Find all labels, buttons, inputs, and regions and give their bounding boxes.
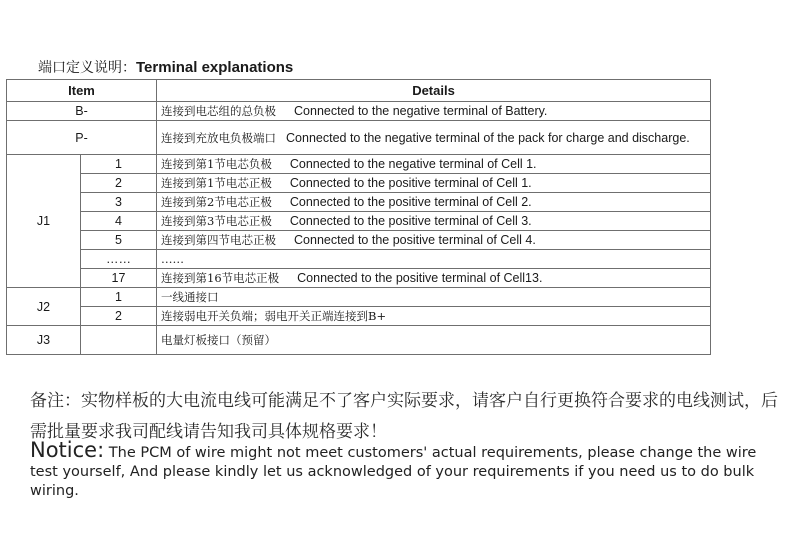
details-zh: 连接到第3节电芯正极 — [161, 214, 272, 228]
item-cell: B- — [7, 102, 157, 121]
table-row — [7, 155, 711, 174]
details-zh: 连接弱电开关负端；弱电开关正端连接到B+ — [161, 309, 387, 323]
details-zh: 连接到充放电负极端口 — [161, 130, 277, 145]
section-title-en: Terminal explanations — [136, 59, 294, 76]
table-row — [7, 121, 711, 155]
item-cell: P- — [7, 121, 157, 155]
connector-label: J1 — [7, 155, 81, 288]
details-en: Connected to the positive terminal of Cell13. — [297, 271, 543, 285]
note-english — [30, 438, 782, 501]
details-cell — [157, 326, 711, 355]
details-cell — [157, 193, 711, 212]
section-title — [38, 57, 293, 77]
details-zh: 连接到第2节电芯正极 — [161, 195, 272, 209]
pin-cell: 3 — [81, 193, 157, 212]
details-cell — [157, 212, 711, 231]
details-zh: 一线通接口 — [161, 290, 219, 304]
pin-cell: …… — [81, 250, 157, 269]
details-zh: …… — [161, 252, 185, 266]
table-header-row — [7, 80, 711, 102]
header-details: Details — [157, 80, 711, 102]
table-row — [7, 269, 711, 288]
pin-cell — [81, 326, 157, 355]
pin-cell: 4 — [81, 212, 157, 231]
table-row — [7, 212, 711, 231]
details-cell — [157, 307, 711, 326]
table-row — [7, 193, 711, 212]
note-chinese: 备注：实物样板的大电流电线可能满足不了客户实际要求，请客户自行更换符合要求的电线测试，后需批量要求我司配线请告知我司具体规格要求！ — [30, 391, 778, 442]
table-row — [7, 250, 711, 269]
pin-cell: 1 — [81, 155, 157, 174]
pin-cell: 2 — [81, 307, 157, 326]
notice-label: Notice: — [30, 438, 105, 462]
section-title-zh: 端口定义说明： — [38, 59, 136, 75]
details-en: Connected to the positive terminal of Cell 2. — [289, 195, 532, 209]
details-zh: 连接到第四节电芯正极 — [161, 233, 277, 247]
header-item: Item — [7, 80, 157, 102]
pin-cell: 5 — [81, 231, 157, 250]
details-zh: 电量灯板接口（预留） — [161, 333, 277, 347]
details-cell — [157, 288, 711, 307]
terminal-table — [6, 79, 711, 355]
table-row — [7, 307, 711, 326]
table-row — [7, 231, 711, 250]
details-zh: 连接到第1节电芯负极 — [161, 157, 272, 171]
details-zh: 连接到电芯组的总负极 — [161, 104, 277, 118]
pin-cell: 2 — [81, 174, 157, 193]
connector-label: J2 — [7, 288, 81, 326]
table-row — [7, 102, 711, 121]
details-en: Connected to the negative terminal of the pack for charge and discharge. — [286, 130, 690, 145]
details-cell — [157, 155, 711, 174]
details-en: Connected to the negative terminal of Cell 1. — [289, 157, 537, 171]
connector-label: J3 — [7, 326, 81, 355]
details-en: Connected to the positive terminal of Cell 3. — [289, 214, 532, 228]
details-en: Connected to the positive terminal of Cell 4. — [294, 233, 536, 247]
pin-cell: 17 — [81, 269, 157, 288]
notice-body: The PCM of wire might not meet customers' actual requirements, please change the wire test yourself, And please kindly let us acknowledged of your requirements if you need us to do bulk wiring. — [30, 445, 757, 499]
table-row — [7, 326, 711, 355]
table-row — [7, 288, 711, 307]
details-zh: 连接到第16节电芯正极 — [161, 271, 280, 285]
details-cell — [157, 102, 711, 121]
table-row — [7, 174, 711, 193]
details-cell — [157, 174, 711, 193]
details-cell — [157, 250, 711, 269]
details-en: Connected to the positive terminal of Cell 1. — [289, 176, 532, 190]
details-cell — [157, 121, 711, 155]
details-cell — [157, 269, 711, 288]
pin-cell: 1 — [81, 288, 157, 307]
details-en: Connected to the negative terminal of Battery. — [294, 104, 548, 118]
details-zh: 连接到第1节电芯正极 — [161, 176, 272, 190]
details-cell — [157, 231, 711, 250]
